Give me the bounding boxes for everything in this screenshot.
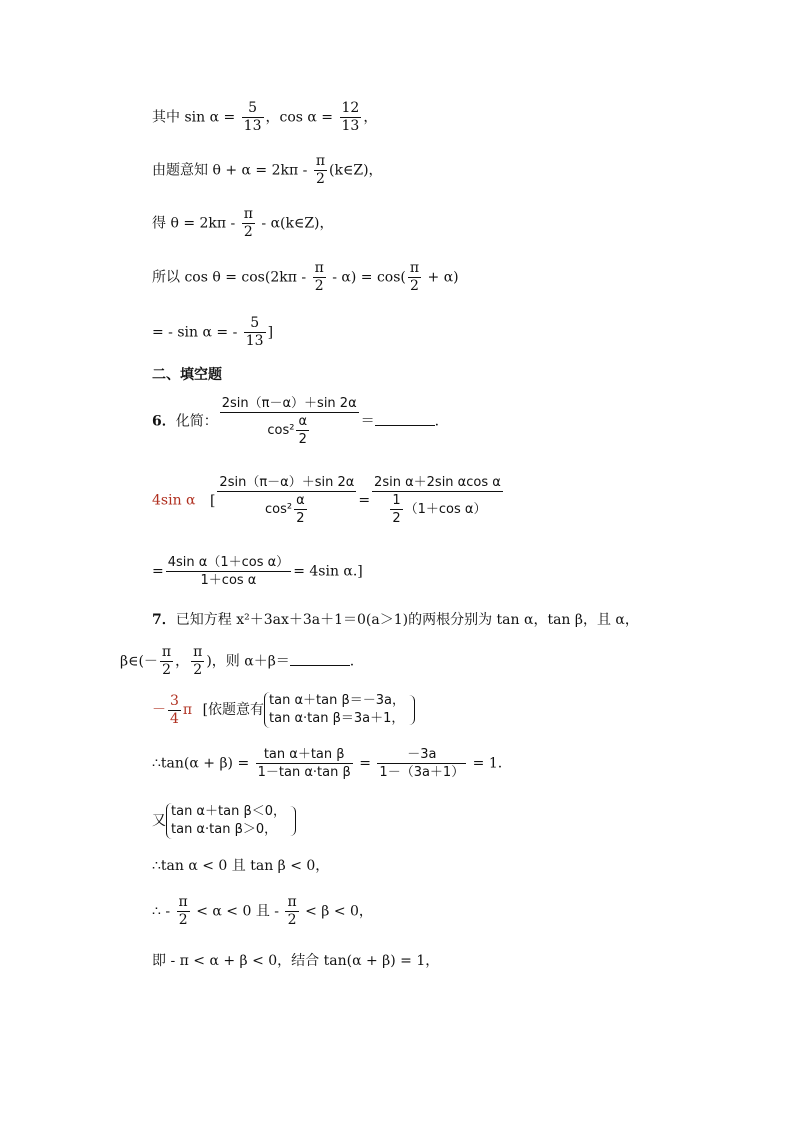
fraction: 2sin α＋2sin αcos α $\frac{1}{2}$ （1＋cos α）	[374, 475, 501, 526]
answer-text: － $\frac{3}{4}$ π	[152, 692, 193, 727]
fraction: $\frac{-3a}{1-(3a+1)}$	[379, 747, 465, 780]
fraction: $\frac{\pi}{2}$	[178, 894, 188, 928]
fraction: $\frac{\text{4sin α（1＋cos α）}}{\text{1＋cos α}}$	[167, 555, 290, 588]
question-7-line-1: 7．已知方程 x²＋3ax＋3a＋1＝0(a＞1)的两根分别为 tan α，tan β，且 α，	[152, 612, 639, 628]
equation-system: tan α＋tan β＝－3a， tan α·tan β＝3a＋1，	[264, 692, 405, 728]
fraction: $\frac{\pi}{2}$	[193, 644, 203, 678]
fraction: $\frac{\pi}{2}$	[287, 894, 297, 928]
answer-blank	[375, 413, 435, 426]
fraction: $\frac{\pi}{2}$	[314, 260, 324, 294]
answer-7-signs: ∴tan α < 0 且 tan β < 0，	[152, 858, 330, 874]
question-7-line-2: β∈(－ $\frac{\pi}{2}$ ， $\frac{\pi}{2}$ )，则 α＋β＝ .	[120, 644, 355, 678]
answer-7-tan-sum: ∴tan(α + β) = $\frac{\text{tan α＋tan β}}{\text{1－tan α·tan β}}$ = $\frac{-3a}{1-(3a+1)}$ = 1.	[152, 747, 503, 780]
text: 其中 sin α =	[152, 109, 240, 126]
answer-7-ranges: ∴ - $\frac{\pi}{2}$ < α < 0 且 - $\frac{\pi}{2}$ < β < 0，	[152, 894, 373, 928]
answer-7-inequalities: 又 tan α＋tan β＜0， tan α·tan β＞0，	[152, 803, 296, 839]
text: ，	[363, 109, 378, 126]
fraction: $\frac{\pi}{2}$	[409, 260, 420, 294]
answer-6-step-1: 4sin α [ 2sin（π－α）＋sin 2α cos² $\frac{\alpha}{2}$ = 2sin α＋2sin αcos α $\frac{1}{2}$ （1＋cos α）	[152, 475, 501, 526]
question-6: 6．化简： 2sin（π－α）＋sin 2α cos² $\frac{\alpha}{2}$ ＝ .	[152, 396, 440, 447]
fraction: 2sin（π－α）＋sin 2α cos² $\frac{\alpha}{2}$	[221, 396, 357, 447]
fraction: $\frac{5}{13}$	[245, 315, 264, 349]
fraction: $\frac{\pi}{2}$	[161, 644, 172, 678]
fraction: $\frac{\pi}{2}$	[315, 153, 326, 187]
fraction: $\frac{5}{13}$	[243, 100, 262, 134]
fraction: 2sin（π－α）＋sin 2α cos² $\frac{\alpha}{2}$	[219, 475, 355, 526]
answer-6-step-2: = $\frac{\text{4sin α（1＋cos α）}}{\text{1＋cos α}}$ = 4sin α.]	[152, 555, 363, 588]
answer-blank	[290, 653, 350, 666]
fraction: $\frac{\pi}{2}$	[243, 206, 253, 240]
answer-7-conclusion: 即 - π < α + β < 0，结合 tan(α + β) = 1，	[152, 953, 440, 969]
section-title: 二、填空题	[152, 367, 222, 383]
answer-7-system: － $\frac{3}{4}$ π [依题意有 tan α＋tan β＝－3a， tan α·tan β＝3a＋1，	[152, 692, 415, 728]
question-number: 7．	[152, 612, 176, 628]
solution-line-theta: 得 θ = 2kπ - $\frac{\pi}{2}$ - α(k∈Z)，	[152, 206, 334, 240]
solution-line-theta-alpha: 由题意知 θ + α = 2kπ - $\frac{\pi}{2}$ (k∈Z)，	[152, 153, 383, 187]
solution-line-sin-cos	[152, 100, 377, 135]
text: ，cos α =	[265, 109, 338, 126]
solution-line-result: = - sin α = - $\frac{5}{13}$ ]	[152, 315, 274, 349]
fraction: $\frac{12}{13}$	[341, 100, 360, 134]
fraction: $\frac{\text{tan α＋tan β}}{\text{1－tan α·tan β}}$	[257, 747, 351, 780]
answer-text: 4sin α	[152, 492, 196, 509]
inequality-system: tan α＋tan β＜0， tan α·tan β＞0，	[166, 803, 286, 839]
solution-line-cos-theta: 所以 cos θ = cos(2kπ - $\frac{\pi}{2}$ - α) = cos( $\frac{\pi}{2}$ + α)	[152, 260, 459, 294]
question-number: 6．	[152, 413, 176, 430]
